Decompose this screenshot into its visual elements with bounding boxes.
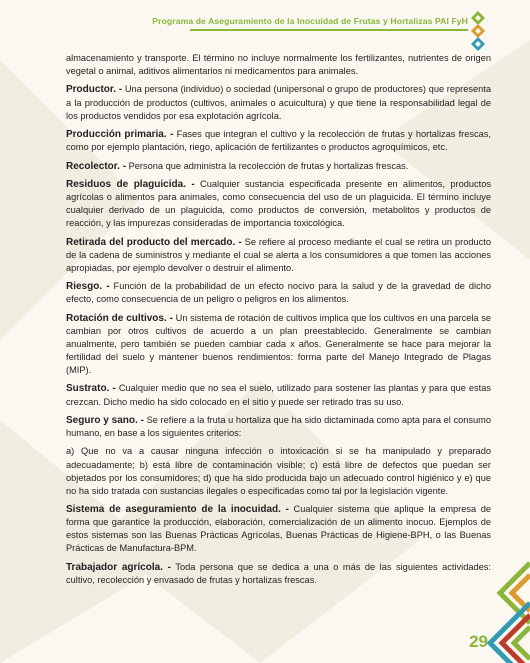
entry-term: Producción primaria. - — [66, 129, 174, 141]
entry-definition: Una persona (individuo) o sociedad (unipersonal o grupo de productores) que representa a la producción de productos (cultivos, animales o acuicultura) y que tiene la responsabilidad legal de los productos vendidos por esa explotación agrícola. — [66, 84, 491, 121]
entry-term: Rotación de cultivos. - — [66, 312, 173, 324]
entry-definition: Cualquier medio que no sea el suelo, utilizado para sostener las plantas y para que estas crezcan. Dicho medio ha sido colocado en el sitio y puede ser retirado tras su uso. — [66, 383, 492, 407]
header-title: Programa de Aseguramiento de la Inocuidad de Frutas y Hortalizas PAI FyH — [152, 16, 468, 26]
glossary-paragraph-0 — [66, 52, 491, 78]
glossary-entry-produccion-primaria — [66, 128, 491, 154]
entry-term: Trabajador agrícola. - — [66, 561, 171, 573]
diamond-ornament-icon — [470, 11, 486, 51]
glossary-entry-sustrato — [66, 382, 491, 408]
entry-definition: Toda persona que se dedica a una o más de las siguientes actividades: cultivo, recolección y envasado de frutas y hortalizas frescas. — [66, 561, 491, 585]
entry-term: Sustrato. - — [66, 383, 116, 395]
paragraph-text: a) Que no va a causar ninguna infección o intoxicación si se ha manipulado y preparado adecuadamente; b) está libre de contaminación visible; c) está libre de defectos que puedan ser objetados por los consumidores; d) que ha sido producida bajo un adecuado control higiénico y e) que no ha sido tratada con sustancias ilegales o especificadas como tal por la legislación vigente. — [66, 446, 491, 496]
entry-definition: Fases que integran el cultivo y la recolección de frutas y hortalizas frescas, como por ejemplo plantación, riego, aplicación de fertilizantes o productos agroquímicos, etc. — [66, 129, 491, 153]
glossary-entry-recolector — [66, 160, 491, 173]
entry-term: Sistema de aseguramiento de la inocuidad. - — [66, 504, 289, 516]
page-number: 29 — [469, 632, 488, 651]
entry-definition: Función de la probabilidad de un efecto nocivo para la salud y de la gravedad de dicho efecto, como consecuencia de un peligro o peligros en los alimentos. — [66, 281, 491, 305]
glossary-entry-retirada — [66, 236, 491, 275]
glossary-entry-rotacion — [66, 312, 491, 377]
entry-definition: Cualquier sistema que aplique la empresa de forma que garantice la producción, elaboración, comercialización de un alimento inocuo. Ejemplos de estos sistemas son las Buenas Prácticas Agrícolas, Buenas Prácticas de Higiene-BPH, o las Buenas Prácticas de Manufactura-BPM. — [66, 504, 491, 554]
entry-term: Recolector. - — [66, 160, 127, 172]
entry-definition: Cualquier sustancia especificada presente en alimentos, productos agrícolas o alimentos para animales, como consecuencia del uso de un plaguicida. El término incluye cualquier derivado de un plaguicida, como productos de conversión, metabolitos y productos de reacción, y las impurezas consideradas de importancia toxicológica. — [66, 178, 491, 229]
entry-definition: Un sistema de rotación de cultivos implica que los cultivos en una parcela se cambian por otros cultivos de acuerdo a un plan preestablecido. Generalmente se cambian anualmente, pero también se pueden cambiar cada x años. Generalmente se hace para mejorar la fertilidad del suelo y mantener buenos rendimientos: forma parte del Manejo Integrado de Plagas (MIP). — [66, 312, 491, 376]
glossary-content — [66, 52, 491, 592]
glossary-entry-riesgo — [66, 280, 491, 306]
entry-term: Productor. - — [66, 84, 123, 96]
entry-term: Residuos de plaguicida. - — [66, 178, 195, 190]
glossary-entry-residuos — [66, 178, 491, 230]
glossary-entry-trabajador — [66, 561, 491, 587]
paragraph-text: almacenamiento y transporte. El término no incluye normalmente los fertilizantes, nutrientes de origen vegetal o animal, aditivos alimentarios ni medicamentos para animales. — [66, 53, 491, 77]
glossary-entry-sistema — [66, 503, 491, 555]
header-rule — [190, 29, 468, 31]
entry-definition: Se refiere a la fruta u hortaliza que ha sido dictaminada como apta para el consumo humano, en base a los siguientes criterios: — [66, 414, 491, 439]
entry-term: Riesgo. - — [66, 281, 110, 293]
entry-term: Retirada del producto del mercado. - — [66, 236, 242, 248]
entry-term: Seguro y sano. - — [66, 414, 144, 426]
glossary-entry-productor — [66, 83, 491, 122]
entry-definition: Persona que administra la recolección de frutas y hortalizas frescas. — [126, 160, 409, 171]
entry-definition: Se refiere al proceso mediante el cual se retira un producto de la cadena de suministros y mediante el cual se alerta a los consumidores a que tomen las acciones apropiadas, por ejemplo devolver o destruir el alimento. — [66, 236, 492, 273]
glossary-criteria-list — [66, 445, 491, 497]
glossary-entry-seguro-sano — [66, 414, 491, 440]
